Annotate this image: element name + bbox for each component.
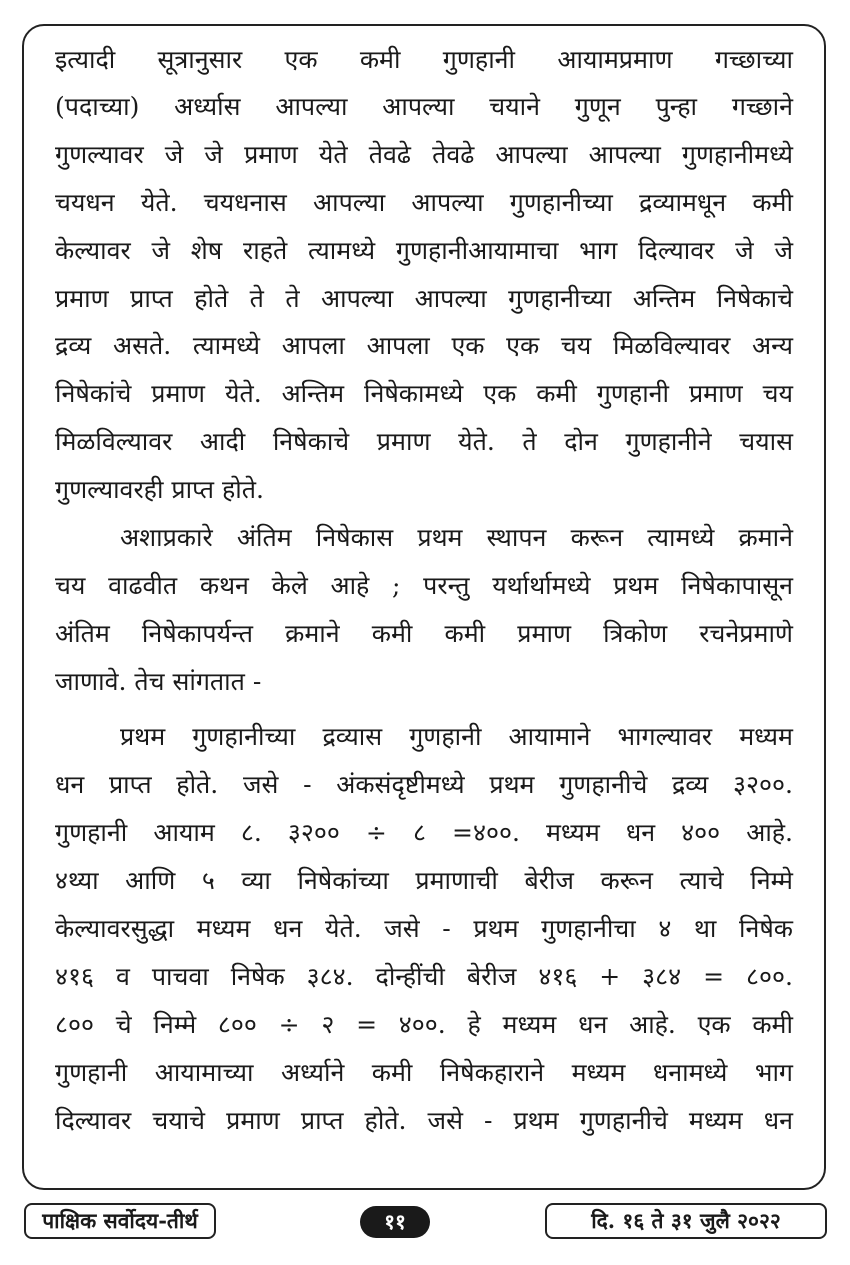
body-line: दिल्यावर चयाचे प्रमाण प्राप्त होते. जसे - प्रथम गुणहानीचे मध्यम धन bbox=[55, 1106, 793, 1135]
publication-name: पाक्षिक सर्वोदय-तीर्थ bbox=[24, 1203, 216, 1239]
body-line: (पदाच्या) अर्ध्यास आपल्या आपल्या चयाने गुणून पुन्हा गच्छाने bbox=[55, 92, 793, 121]
page-number: ११ bbox=[360, 1206, 430, 1238]
body-line: चयधन येते. चयधनास आपल्या आपल्या गुणहानीच्या द्रव्यामधून कमी bbox=[55, 188, 793, 217]
body-line: ८०० चे निम्मे ८०० ÷ २ = ४००. हे मध्यम धन आहे. एक कमी bbox=[55, 1010, 793, 1039]
body-line: धन प्राप्त होते. जसे - अंकसंदृष्टीमध्ये प्रथम गुणहानीचे द्रव्य ३२००. bbox=[55, 770, 793, 799]
body-line: केल्यावरसुद्धा मध्यम धन येते. जसे - प्रथम गुणहानीचा ४ था निषेक bbox=[55, 914, 793, 943]
body-line: ४थ्या आणि ५ व्या निषेकांच्या प्रमाणाची बेरीज करून त्याचे निम्मे bbox=[55, 866, 793, 895]
body-line: प्रमाण प्राप्त होते ते ते आपल्या आपल्या गुणहानीच्या अन्तिम निषेकाचे bbox=[55, 284, 793, 313]
body-line: द्रव्य असते. त्यामध्ये आपला आपला एक एक चय मिळविल्यावर अन्य bbox=[55, 331, 793, 360]
body-line: गुणहानी आयामाच्या अर्ध्याने कमी निषेकहाराने मध्यम धनामध्ये भाग bbox=[55, 1058, 793, 1087]
body-line: गुणल्यावरही प्राप्त होते. bbox=[55, 475, 264, 504]
paragraph-start-line: प्रथम गुणहानीच्या द्रव्यास गुणहानी आयामाने भागल्यावर मध्यम bbox=[120, 722, 793, 751]
body-line: गुणल्यावर जे जे प्रमाण येते तेवढे तेवढे आपल्या आपल्या गुणहानीमध्ये bbox=[55, 140, 793, 169]
body-line: चय वाढवीत कथन केले आहे ; परन्तु यर्थार्थामध्ये प्रथम निषेकापासून bbox=[55, 571, 793, 600]
issue-date: दि. १६ ते ३१ जुलै २०२२ bbox=[545, 1203, 827, 1239]
body-line: मिळविल्यावर आदी निषेकाचे प्रमाण येते. ते दोन गुणहानीने चयास bbox=[55, 427, 793, 456]
body-line: गुणहानी आयाम ८. ३२०० ÷ ८ =४००. मध्यम धन ४०० आहे. bbox=[55, 818, 793, 847]
paragraph-start-line: अशाप्रकारे अंतिम निषेकास प्रथम स्थापन करून त्यामध्ये क्रमाने bbox=[120, 523, 793, 552]
body-line: इत्यादी सूत्रानुसार एक कमी गुणहानी आयामप्रमाण गच्छाच्या bbox=[55, 45, 793, 74]
body-line: जाणावे. तेच सांगतात - bbox=[55, 667, 262, 696]
body-line: ४१६ व पाचवा निषेक ३८४. दोन्हींची बेरीज ४१६ + ३८४ = ८००. bbox=[55, 962, 793, 991]
body-line: निषेकांचे प्रमाण येते. अन्तिम निषेकामध्ये एक कमी गुणहानी प्रमाण चय bbox=[55, 379, 793, 408]
body-line: केल्यावर जे शेष राहते त्यामध्ये गुणहानीआयामाचा भाग दिल्यावर जे जे bbox=[55, 236, 793, 265]
body-line: अंतिम निषेकापर्यन्त क्रमाने कमी कमी प्रमाण त्रिकोण रचनेप्रमाणे bbox=[55, 619, 793, 648]
